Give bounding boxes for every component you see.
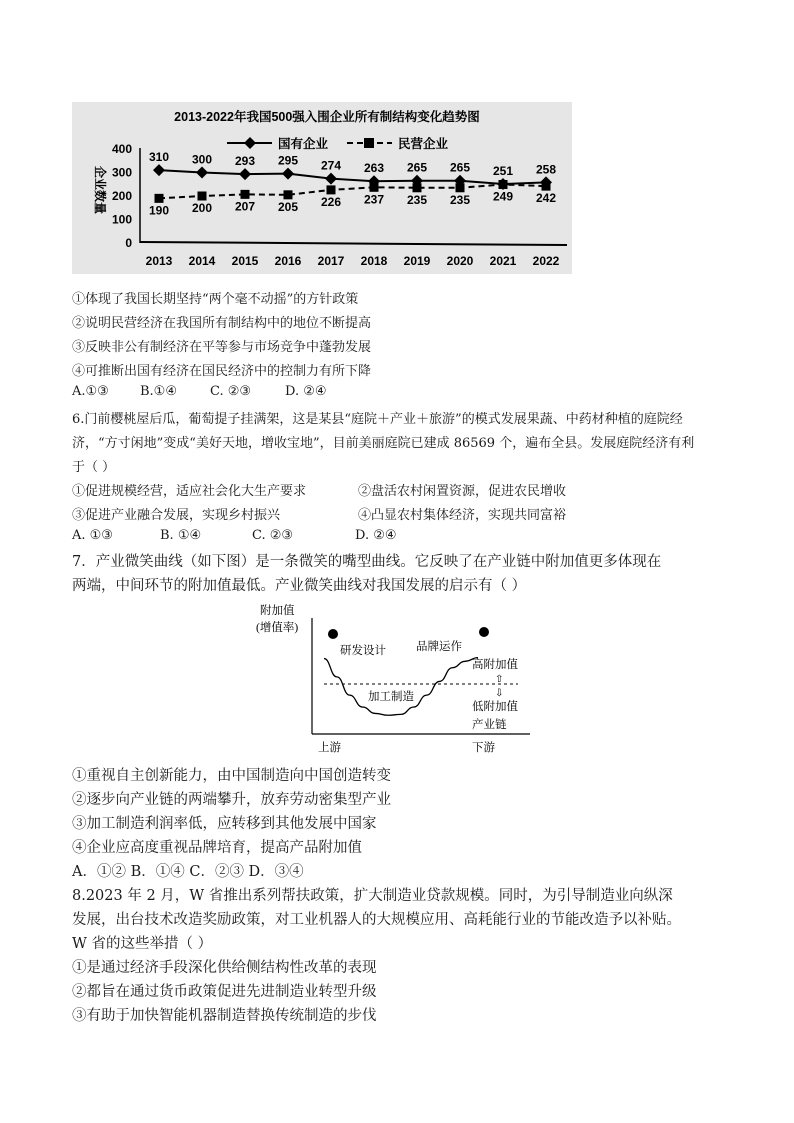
state-owned-value: 258 (535, 162, 557, 177)
label-rnd-design: 研发设计 (340, 645, 386, 657)
q7-option-1: ①重视自主创新能力，由中国制造向中国创造转变 (72, 768, 391, 784)
q6-choice-a: A. ①③ (72, 528, 113, 543)
arrow-down-icon: ⇩ (495, 688, 504, 699)
q8-option-3: ③有助于加快智能机器制造替换传统制造的步伐 (72, 1008, 377, 1024)
label-industry-chain: 产业链 (472, 719, 507, 731)
x-tick-label: 2020 (446, 254, 474, 268)
private-point (284, 190, 293, 199)
q6-option-4: ④凸显农村集体经济，实现共同富裕 (358, 508, 567, 523)
q8-stem-line1: 8.2023 年 2 月，W 省推出系列帮扶政策，扩大制造业贷款规模。同时，为引导制造业向纵深 (72, 888, 673, 904)
y-tick-label: 200 (111, 189, 132, 203)
q6-option-3: ③促进产业融合发展，实现乡村振兴 (72, 508, 281, 523)
y-tick-label: 300 (111, 165, 132, 180)
x-tick-label: 2018 (360, 254, 388, 268)
private-value: 242 (535, 191, 557, 206)
q7-option-3: ③加工制造利润率低，应转移到其他发展中国家 (72, 816, 377, 832)
label-high-value: 高附加值 (472, 659, 518, 671)
private-point (499, 180, 508, 189)
state-owned-value: 295 (277, 153, 299, 168)
brand-dot (479, 627, 489, 637)
state-owned-value: 265 (406, 160, 428, 175)
label-brand-operation: 品牌运作 (416, 641, 462, 653)
private-value: 226 (320, 194, 342, 209)
q5-option-2: ②说明民营经济在我国所有制结构中的地位不断提高 (72, 316, 372, 331)
q6-option-1: ①促进规模经营，适应社会化大生产要求 (72, 484, 307, 499)
private-value: 205 (277, 199, 299, 214)
q5-option-3: ③反映非公有制经济在平等参与市场竞争中蓬勃发展 (72, 340, 372, 355)
x-tick-label: 2016 (274, 254, 302, 268)
private-value: 235 (406, 192, 428, 207)
private-value: 207 (234, 199, 256, 214)
private-point (370, 183, 379, 192)
rd-dot (328, 629, 338, 639)
smile-ylabel-sub: (增值率) (256, 622, 299, 634)
q5-choice-a: A.①③ (72, 384, 109, 399)
legend-state-owned: 国有企业 (278, 137, 329, 151)
state-owned-value: 274 (320, 158, 342, 173)
q5-choice-d: D. ②④ (285, 384, 327, 399)
q6-choice-d: D. ②④ (355, 528, 397, 543)
state-owned-value: 263 (363, 161, 385, 176)
private-point (327, 185, 336, 194)
q7-stem-line1: 7．产业微笑曲线（如下图）是一条微笑的嘴型曲线。它反映了在产业链中附加值更多体现在 (72, 554, 662, 570)
q5-choice-b: B.①④ (140, 384, 177, 399)
q7-choices: A．①② B．①④ C．②③ D．③④ (72, 864, 304, 880)
state-owned-value: 293 (234, 154, 256, 169)
q7-stem-line2: 两端，中间环节的附加值最低。产业微笑曲线对我国发展的启示有（ ） (72, 578, 527, 594)
y-tick-label: 400 (111, 142, 132, 156)
chart1-title: 2013-2022年我国500强入围企业所有制结构变化趋势图 (174, 110, 480, 124)
x-tick-label: 2015 (231, 254, 259, 268)
ownership-trend-chart (72, 102, 572, 274)
q5-option-1: ①体现了我国长期坚持“两个毫不动摇”的方针政策 (72, 292, 359, 307)
arrow-up-icon: ⇧ (495, 674, 504, 685)
q6-stem-line3: 于（ ） (72, 460, 116, 475)
q6-stem-line2: 济，“方寸闲地”变成“美好天地，增收宝地”，目前美丽庭院已建成 86569 个，遍布全县。发展庭院经济有利 (72, 436, 695, 451)
q6-choice-b: B. ①④ (160, 528, 202, 543)
state-owned-value: 300 (191, 152, 213, 167)
smile-ylabel: 附加值 (260, 605, 295, 617)
state-owned-value: 265 (449, 160, 471, 175)
private-point (155, 194, 164, 203)
smile-curve-chart (256, 598, 536, 756)
label-downstream: 下游 (472, 742, 495, 754)
private-point (241, 190, 250, 199)
private-value: 190 (148, 203, 170, 218)
q5-option-4: ④可推断出国有经济在国民经济中的控制力有所下降 (72, 364, 372, 379)
state-owned-value: 310 (148, 150, 170, 165)
q7-option-2: ②逐步向产业链的两端攀升，放弃劳动密集型产业 (72, 792, 391, 808)
x-tick-label: 2021 (489, 254, 517, 268)
x-tick-label: 2022 (532, 254, 560, 268)
q8-option-2: ②都旨在通过货币政策促进先进制造业转型升级 (72, 984, 377, 1000)
private-point (413, 183, 422, 192)
q6-option-2: ②盘活农村闲置资源，促进农民增收 (358, 484, 567, 499)
x-tick-label: 2013 (145, 254, 173, 268)
legend-private: 民营企业 (398, 137, 449, 151)
label-processing: 加工制造 (368, 691, 414, 703)
private-value: 249 (492, 189, 514, 204)
private-point (198, 192, 207, 201)
q8-option-1: ①是通过经济手段深化供给侧结构性改革的表现 (72, 960, 377, 976)
q8-stem-line3: W 省的这些举措（ ） (72, 936, 213, 952)
private-value: 200 (191, 201, 213, 215)
label-low-value: 低附加值 (472, 701, 518, 713)
x-tick-label: 2019 (403, 254, 431, 268)
state-owned-value: 251 (492, 164, 514, 179)
smile-curve (324, 658, 478, 716)
private-value: 237 (363, 192, 385, 207)
private-value: 235 (449, 192, 471, 207)
chart1-ylabel: 企业数量 (93, 165, 107, 215)
q6-stem-line1: 6.门前樱桃屋后瓜，葡萄提子挂满架，这是某县“庭院＋产业＋旅游”的模式发展果蔬、中药材种植的庭院经 (72, 412, 683, 427)
q6-choice-c: C. ②③ (252, 528, 294, 543)
private-point (542, 182, 551, 191)
q8-stem-line2: 发展，出台技术改造奖励政策，对工业机器人的大规模应用、高耗能行业的节能改造予以补贴。 (72, 912, 681, 928)
q5-choice-c: C. ②③ (210, 384, 252, 399)
private-point (456, 183, 465, 192)
y-tick-label: 100 (111, 212, 132, 227)
q7-option-4: ④企业应高度重视品牌培育，提高产品附加值 (72, 840, 362, 856)
y-tick-label: 0 (125, 236, 132, 250)
x-tick-label: 2014 (188, 254, 216, 268)
x-tick-label: 2017 (317, 254, 345, 268)
label-upstream: 上游 (318, 742, 341, 754)
